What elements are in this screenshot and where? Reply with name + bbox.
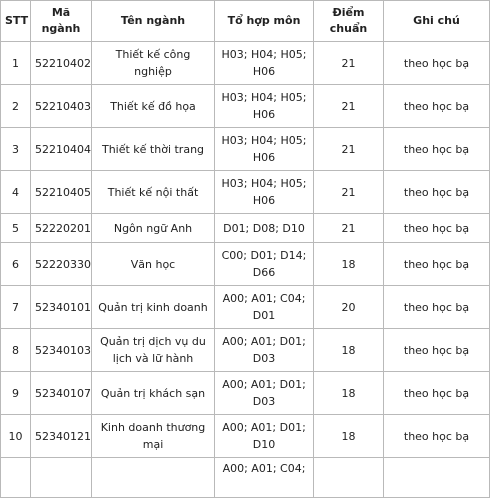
cell-ma-nganh: 52210405: [31, 171, 92, 214]
cell-ten-nganh: Quản trị khách sạn: [92, 372, 215, 415]
cell-diem-chuan: 18: [314, 329, 384, 372]
cell-ten-nganh: Ngôn ngữ Anh: [92, 214, 215, 243]
table-row: [1, 42, 490, 85]
cell-ghi-chu: theo học bạ: [384, 372, 490, 415]
cell-ma-nganh: 52340103: [31, 329, 92, 372]
cell-ghi-chu: theo học bạ: [384, 128, 490, 171]
cell-ten-nganh: Quản trị dịch vụ du lịch và lữ hành: [92, 329, 215, 372]
cell-ghi-chu: theo học bạ: [384, 243, 490, 286]
cell-stt: 10: [1, 415, 31, 458]
cell-ma-nganh: 52210402: [31, 42, 92, 85]
cell-ten-nganh: Kinh doanh thương mại: [92, 415, 215, 458]
cell-ten-nganh: Thiết kế thời trang: [92, 128, 215, 171]
header-ma-nganh: Mã ngành: [31, 1, 92, 42]
cell-to-hop-mon: A00; A01; D01; D10: [215, 415, 314, 458]
table-row: [1, 372, 490, 415]
cell-to-hop-mon: A00; A01; C04; D01: [215, 286, 314, 329]
cell-to-hop-mon: H03; H04; H05; H06: [215, 128, 314, 171]
table-row: [1, 458, 490, 498]
cell-ma-nganh: 52220201: [31, 214, 92, 243]
cell-to-hop-mon: C00; D01; D14; D66: [215, 243, 314, 286]
cell-ten-nganh: Thiết kế công nghiệp: [92, 42, 215, 85]
cell-ma-nganh: 52340101: [31, 286, 92, 329]
cell-to-hop-mon: A00; A01; D01; D03: [215, 372, 314, 415]
cell-to-hop-mon: A00; A01; C04;: [215, 458, 314, 498]
cell-stt: 7: [1, 286, 31, 329]
cell-ten-nganh: Thiết kế nội thất: [92, 171, 215, 214]
cell-diem-chuan: 20: [314, 286, 384, 329]
cell-to-hop-mon: H03; H04; H05; H06: [215, 42, 314, 85]
cell-diem-chuan: 21: [314, 85, 384, 128]
header-stt: STT: [1, 1, 31, 42]
table-row: [1, 243, 490, 286]
cell-ghi-chu: theo học bạ: [384, 415, 490, 458]
header-ghi-chu: Ghi chú: [384, 1, 490, 42]
cell-to-hop-mon: A00; A01; D01; D03: [215, 329, 314, 372]
header-ten-nganh: Tên ngành: [92, 1, 215, 42]
table-row: [1, 286, 490, 329]
cell-to-hop-mon: H03; H04; H05; H06: [215, 171, 314, 214]
header-to-hop-mon: Tổ hợp môn: [215, 1, 314, 42]
cell-stt: 2: [1, 85, 31, 128]
cell-stt: 3: [1, 128, 31, 171]
cell-diem-chuan: 18: [314, 415, 384, 458]
cell-diem-chuan: 21: [314, 171, 384, 214]
table-row: [1, 171, 490, 214]
cell-ten-nganh: Thiết kế đồ họa: [92, 85, 215, 128]
cell-stt: 9: [1, 372, 31, 415]
cell-diem-chuan: [314, 458, 384, 498]
cell-diem-chuan: 21: [314, 128, 384, 171]
cell-ghi-chu: theo học bạ: [384, 171, 490, 214]
table-row: [1, 415, 490, 458]
cell-stt: 6: [1, 243, 31, 286]
table-row: [1, 128, 490, 171]
cell-ma-nganh: 52340107: [31, 372, 92, 415]
cell-ghi-chu: [384, 458, 490, 498]
cell-stt: 8: [1, 329, 31, 372]
header-row: [1, 1, 490, 42]
table-row: [1, 214, 490, 243]
cell-ghi-chu: theo học bạ: [384, 214, 490, 243]
cell-stt: 1: [1, 42, 31, 85]
cell-stt: 5: [1, 214, 31, 243]
header-diem-chuan: Điểm chuẩn: [314, 1, 384, 42]
cell-ten-nganh: [92, 458, 215, 498]
cell-stt: [1, 458, 31, 498]
cell-ma-nganh: 52220330: [31, 243, 92, 286]
cell-ghi-chu: theo học bạ: [384, 85, 490, 128]
cell-ghi-chu: theo học bạ: [384, 329, 490, 372]
cell-ma-nganh: 52210403: [31, 85, 92, 128]
cell-ten-nganh: Quản trị kinh doanh: [92, 286, 215, 329]
cell-ma-nganh: [31, 458, 92, 498]
cell-diem-chuan: 18: [314, 243, 384, 286]
cell-diem-chuan: 21: [314, 214, 384, 243]
cell-stt: 4: [1, 171, 31, 214]
cell-diem-chuan: 18: [314, 372, 384, 415]
cell-diem-chuan: 21: [314, 42, 384, 85]
cell-ma-nganh: 52210404: [31, 128, 92, 171]
table-row: [1, 329, 490, 372]
cell-to-hop-mon: D01; D08; D10: [215, 214, 314, 243]
cell-ten-nganh: Văn học: [92, 243, 215, 286]
cell-to-hop-mon: H03; H04; H05; H06: [215, 85, 314, 128]
cell-ghi-chu: theo học bạ: [384, 42, 490, 85]
table-row: [1, 85, 490, 128]
cell-ma-nganh: 52340121: [31, 415, 92, 458]
cell-ghi-chu: theo học bạ: [384, 286, 490, 329]
